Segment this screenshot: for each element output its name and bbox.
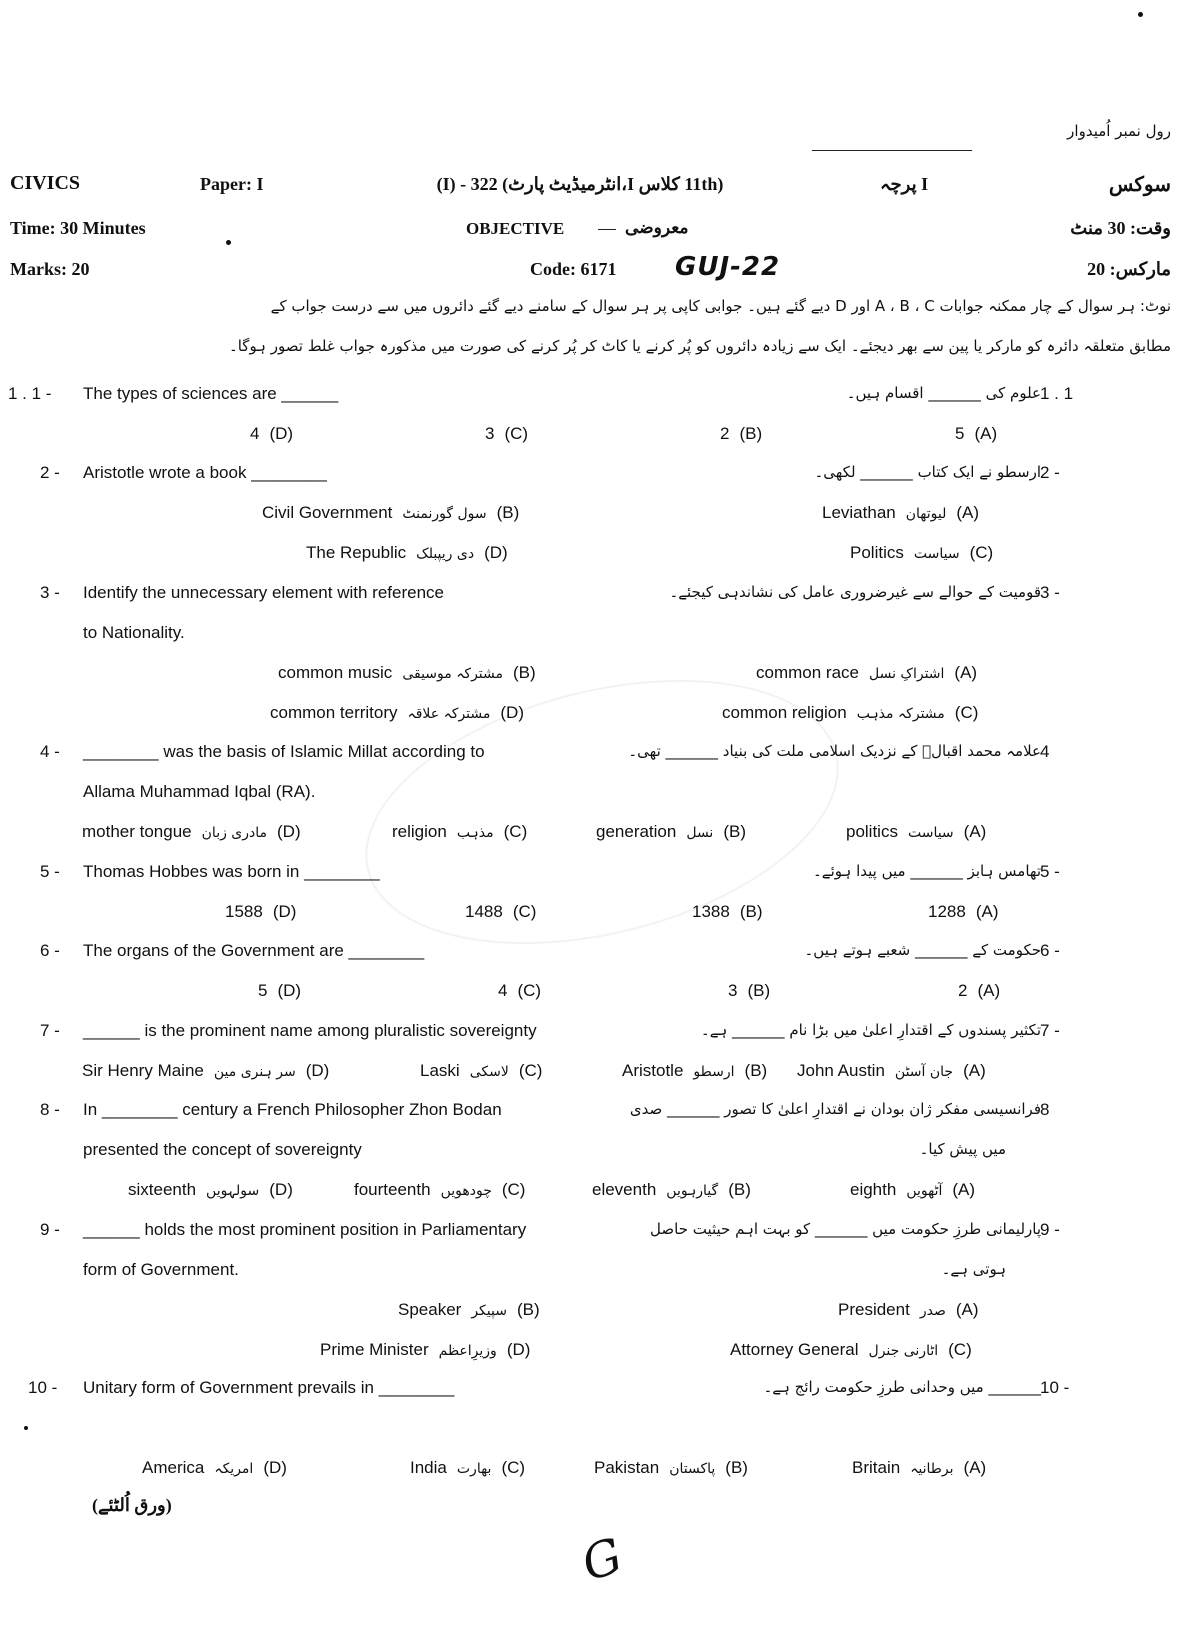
option-value: America (142, 1458, 205, 1477)
option-value: 2 (720, 424, 730, 443)
option-value-ur: گیارہویں (666, 1183, 719, 1199)
objective-ur: معروضی (625, 218, 689, 237)
question-text-en: ________ was the basis of Islamic Millat according to (83, 742, 485, 761)
option-letter: (A) (975, 902, 999, 921)
subject-en: CIVICS (10, 172, 81, 194)
question-number-ur: 9 - (1040, 1220, 1060, 1239)
answer-option (465, 902, 536, 922)
question-number: 3 - (40, 583, 60, 602)
option-letter: (D) (269, 424, 294, 443)
option-value: 3 (728, 981, 738, 1000)
option-letter: (A) (974, 424, 998, 443)
option-value: Pakistan (594, 1458, 660, 1477)
option-value: eighth (850, 1180, 897, 1199)
option-value: India (410, 1458, 447, 1477)
option-letter: (B) (496, 503, 520, 522)
option-value-ur: بھارت (456, 1461, 492, 1477)
question-number: 7 - (40, 1021, 60, 1040)
answer-option (250, 424, 293, 444)
paper-ur: I پرچہ (880, 174, 929, 194)
signature-mark: G (575, 1527, 630, 1593)
answer-option (354, 1180, 525, 1200)
answer-option (225, 902, 296, 922)
option-value: Leviathan (822, 503, 896, 522)
subject-ur: سوکس (1108, 174, 1171, 196)
option-letter: (B) (725, 1458, 748, 1477)
answer-option (262, 503, 519, 523)
option-letter: (A) (956, 503, 980, 522)
option-letter: (C) (504, 424, 529, 443)
option-value: Prime Minister (320, 1340, 429, 1359)
option-letter: (A) (952, 1180, 976, 1199)
option-value-ur: مادری زبان (201, 825, 268, 841)
option-value-ur: جان آسٹن (894, 1064, 954, 1080)
question-number-ur: 7 - (1040, 1021, 1060, 1040)
turn-over-note: (ورق اُلٹئے) (92, 1495, 172, 1515)
objective-dash (598, 229, 616, 230)
answer-option (142, 1458, 287, 1478)
answer-option (485, 424, 528, 444)
option-letter: (B) (723, 822, 747, 841)
option-value-ur: پاکستان (669, 1461, 716, 1477)
question-number: 5 - (40, 862, 60, 881)
option-value: The Republic (306, 543, 407, 562)
question-number-ur: 6 - (1040, 941, 1060, 960)
option-value: President (838, 1300, 910, 1319)
option-value: fourteenth (354, 1180, 431, 1199)
option-letter: (D) (500, 703, 524, 722)
answer-option (270, 703, 524, 723)
answer-option (398, 1300, 540, 1320)
option-letter: (B) (744, 1061, 768, 1080)
option-letter: (D) (272, 902, 297, 921)
option-value-ur: چودھویں (440, 1183, 492, 1199)
margin-speck (24, 1426, 28, 1430)
instructions-line-2: مطابق متعلقہ دائرہ کو مارکر یا پین سے بھر دیجئے۔ ایک سے زیادہ دائروں کو پُر کرنے یا کاٹ کر پُر کرنے کی صورت میں مذکورہ جواب غلط تصور ہوگا۔ (228, 337, 1171, 355)
option-value: Sir Henry Maine (82, 1061, 204, 1080)
option-value-ur: سیاست (907, 825, 954, 841)
option-value: 4 (250, 424, 260, 443)
paper-en: Paper: I (200, 174, 264, 194)
question-text-ur: ارسطو نے ایک کتاب _______ لکھی۔ (814, 463, 1041, 481)
question-text-ur: حکومت کے _______ شعبے ہوتے ہیں۔ (804, 941, 1041, 959)
question-text-ur: _______ میں وحدانی طرزِ حکومت رائج ہے۔ (763, 1378, 1041, 1396)
question-number-ur: 8 (1040, 1100, 1050, 1119)
option-value: Politics (850, 543, 904, 562)
option-letter: (A) (963, 822, 987, 841)
answer-option (410, 1458, 525, 1478)
option-letter: (B) (728, 1180, 751, 1199)
question-text-en-cont: to Nationality. (83, 623, 185, 642)
answer-option (955, 424, 997, 444)
option-value-ur: مشترکہ علاقہ (407, 706, 491, 722)
answer-option (82, 822, 301, 842)
option-letter: (C) (517, 981, 542, 1000)
option-value: common territory (270, 703, 398, 722)
option-value-ur: آٹھویں (906, 1183, 943, 1199)
option-value: generation (596, 822, 677, 841)
option-letter: (C) (512, 902, 537, 921)
option-value: 3 (485, 424, 495, 443)
question-text-en-cont: form of Government. (83, 1260, 239, 1279)
answer-option (320, 1340, 530, 1360)
answer-option (852, 1458, 986, 1478)
answer-option (797, 1061, 986, 1081)
option-value: 2 (958, 981, 968, 1000)
instructions-line-1: نوٹ: ہر سوال کے چار ممکنہ جوابات A ، B ، C اور D دیے گئے ہیں۔ جوابی کاپی پر ہر سوال کے سامنے دیے گئے دائروں میں سے درست جواب کے (270, 297, 1171, 315)
question-text-ur-cont: میں پیش کیا۔ (919, 1140, 1006, 1158)
question-text-en: The types of sciences are ______ (83, 384, 339, 403)
option-value: sixteenth (128, 1180, 197, 1199)
option-value: 1388 (692, 902, 730, 921)
answer-option (722, 703, 978, 723)
answer-option (392, 822, 527, 842)
option-letter: (D) (305, 1061, 330, 1080)
option-letter: (A) (977, 981, 1001, 1000)
option-value: politics (846, 822, 898, 841)
option-letter: (D) (277, 981, 302, 1000)
option-letter: (D) (269, 1180, 293, 1199)
option-value-ur: سپیکر (471, 1303, 507, 1319)
option-value: religion (392, 822, 447, 841)
option-letter: (A) (954, 663, 978, 682)
option-letter: (B) (516, 1300, 540, 1319)
answer-option (846, 822, 986, 842)
answer-option (850, 1180, 975, 1200)
answer-option (730, 1340, 972, 1360)
option-value-ur: امریکہ (214, 1461, 254, 1477)
corner-speck (1138, 12, 1143, 17)
option-value: common race (756, 663, 859, 682)
answer-option (82, 1061, 329, 1081)
question-text-ur: فرانسیسی مفکر ژان بودان نے اقتدارِ اعلیٰ کا تصور _______ صدی (629, 1100, 1041, 1118)
objective-en: OBJECTIVE (466, 219, 565, 238)
marks-en: Marks: 20 (10, 259, 90, 279)
option-value: Aristotle (622, 1061, 684, 1080)
question-text-ur: تھامس ہابز _______ میں پیدا ہوئے۔ (813, 862, 1041, 880)
marks-ur: مارکس: 20 (1087, 259, 1171, 279)
answer-option (278, 663, 536, 683)
question-number: 6 - (40, 941, 60, 960)
question-number-ur: 10 - (1040, 1378, 1070, 1397)
question-text-ur: تکثیر پسندوں کے اقتدارِ اعلیٰ میں بڑا نام _______ ہے۔ (700, 1021, 1041, 1039)
answer-option (720, 424, 762, 444)
option-value-ur: مشترکہ موسیقی (402, 666, 504, 682)
answer-option (838, 1300, 979, 1320)
option-value: mother tongue (82, 822, 192, 841)
answer-option (592, 1180, 751, 1200)
option-value: John Austin (797, 1061, 885, 1080)
answer-option (306, 543, 508, 563)
option-value-ur: سولہویں (206, 1183, 260, 1199)
option-value: Attorney General (730, 1340, 859, 1359)
question-text-en: Thomas Hobbes was born in ________ (83, 862, 380, 881)
handwritten-code: GUJ-22 (675, 252, 781, 282)
question-text-en: ______ holds the most prominent position in Parliamentary (83, 1220, 527, 1239)
question-number: 8 - (40, 1100, 60, 1119)
option-value: 1588 (225, 902, 263, 921)
answer-option (692, 902, 763, 922)
option-letter: (B) (747, 981, 771, 1000)
option-value-ur: مذہب (456, 825, 494, 841)
question-text-en: In ________ century a French Philosopher Zhon Bodan (83, 1100, 502, 1119)
roll-number-field-line (812, 150, 972, 151)
answer-option (850, 543, 993, 563)
option-value-ur: دی ریپبلک (416, 546, 475, 562)
question-number-ur: 5 - (1040, 862, 1060, 881)
option-value: 1288 (928, 902, 966, 921)
answer-option (498, 981, 541, 1001)
option-letter: (C) (501, 1180, 526, 1199)
time-en: Time: 30 Minutes (10, 218, 146, 238)
question-text-ur: علامہ محمد اقبالؒ کے نزدیک اسلامی ملت کی بنیاد _______ تھی۔ (628, 742, 1041, 760)
option-value: 5 (258, 981, 268, 1000)
option-value-ur: مشترکہ مذہب (856, 706, 945, 722)
answer-option (928, 902, 999, 922)
option-value: 5 (955, 424, 965, 443)
option-value-ur: صدر (919, 1303, 946, 1319)
question-number: 10 - (28, 1378, 58, 1397)
answer-option (596, 822, 746, 842)
question-text-en: Unitary form of Government prevails in ________ (83, 1378, 455, 1397)
option-value-ur: اٹارنی جنرل (868, 1343, 939, 1359)
option-letter: (D) (277, 822, 301, 841)
option-letter: (B) (739, 424, 763, 443)
option-letter: (A) (955, 1300, 979, 1319)
answer-option (728, 981, 770, 1001)
option-letter: (B) (513, 663, 536, 682)
option-value-ur: برطانیہ (910, 1461, 954, 1477)
exam-title: (11th کلاس I،انٹرمیڈیٹ پارٹ) 322 - (I) (436, 174, 724, 194)
answer-option (258, 981, 301, 1001)
question-number: 9 - (40, 1220, 60, 1239)
option-value-ur: سیاست (913, 546, 960, 562)
answer-option (958, 981, 1000, 1001)
option-value: eleventh (592, 1180, 657, 1199)
option-letter: (A) (963, 1458, 987, 1477)
option-value-ur: لیوتھان (905, 506, 947, 522)
question-text-en-cont: Allama Muhammad Iqbal (RA). (83, 782, 316, 801)
option-value: Civil Government (262, 503, 393, 522)
option-value-ur: سول گورنمنٹ (402, 506, 487, 522)
question-number-ur: 3 - (1040, 583, 1060, 602)
option-value: Laski (420, 1061, 460, 1080)
option-letter: (D) (484, 543, 508, 562)
option-value-ur: اشتراکِ نسل (868, 666, 945, 682)
option-letter: (D) (263, 1458, 287, 1477)
time-ur: وقت: 30 منٹ (1070, 218, 1171, 238)
option-letter: (C) (948, 1340, 972, 1359)
question-number-ur: 2 - (1040, 463, 1060, 482)
option-letter: (C) (969, 543, 994, 562)
answer-option (756, 663, 977, 683)
question-text-en: The organs of the Government are ________ (83, 941, 425, 960)
question-number-ur: 4 (1040, 742, 1050, 761)
question-text-en: Identify the unnecessary element with reference (83, 583, 444, 602)
paper-code: Code: 6171 (530, 259, 617, 279)
option-value: common religion (722, 703, 847, 722)
question-text-en: ______ is the prominent name among pluralistic sovereignty (83, 1021, 537, 1040)
option-value: 1488 (465, 902, 503, 921)
answer-option (420, 1061, 542, 1081)
watermark-seal (338, 635, 867, 989)
question-text-en-cont: presented the concept of sovereignty (83, 1140, 362, 1159)
speck-dot (226, 240, 231, 245)
option-letter: (C) (503, 822, 528, 841)
option-value-ur: سر ہنری مین (213, 1064, 296, 1080)
question-number: 4 - (40, 742, 60, 761)
answer-option (622, 1061, 767, 1081)
question-number: 1 . 1 - (8, 384, 52, 403)
question-number: 2 - (40, 463, 60, 482)
option-letter: (C) (501, 1458, 526, 1477)
answer-option (822, 503, 979, 523)
option-value-ur: ارسطو (693, 1064, 735, 1080)
question-text-en: Aristotle wrote a book ________ (83, 463, 327, 482)
option-letter: (A) (963, 1061, 986, 1080)
question-text-ur-cont: ہوتی ہے۔ (941, 1260, 1006, 1278)
answer-option (128, 1180, 293, 1200)
option-letter: (C) (518, 1061, 543, 1080)
option-value-ur: وزیرِاعظم (438, 1343, 497, 1359)
option-letter: (D) (506, 1340, 531, 1359)
option-value: 4 (498, 981, 508, 1000)
option-value: common music (278, 663, 393, 682)
option-value-ur: لاسکی (469, 1064, 509, 1080)
question-text-ur: پارلیمانی طرزِ حکومت میں _______ کو بہت اہم حیثیت حاصل (650, 1220, 1041, 1238)
option-letter: (C) (954, 703, 979, 722)
roll-number-label: رول نمبر اُمیدوار (1067, 122, 1171, 140)
option-letter: (B) (739, 902, 763, 921)
option-value: Speaker (398, 1300, 462, 1319)
answer-option (594, 1458, 748, 1478)
option-value: Britain (852, 1458, 901, 1477)
question-number-ur: 1 . 1 (1040, 384, 1074, 403)
question-text-ur: علوم کی _______ اقسام ہیں۔ (846, 384, 1041, 402)
option-value-ur: نسل (686, 825, 714, 841)
question-text-ur: قومیت کے حوالے سے غیرضروری عامل کی نشاندہی کیجئے۔ (669, 583, 1041, 601)
